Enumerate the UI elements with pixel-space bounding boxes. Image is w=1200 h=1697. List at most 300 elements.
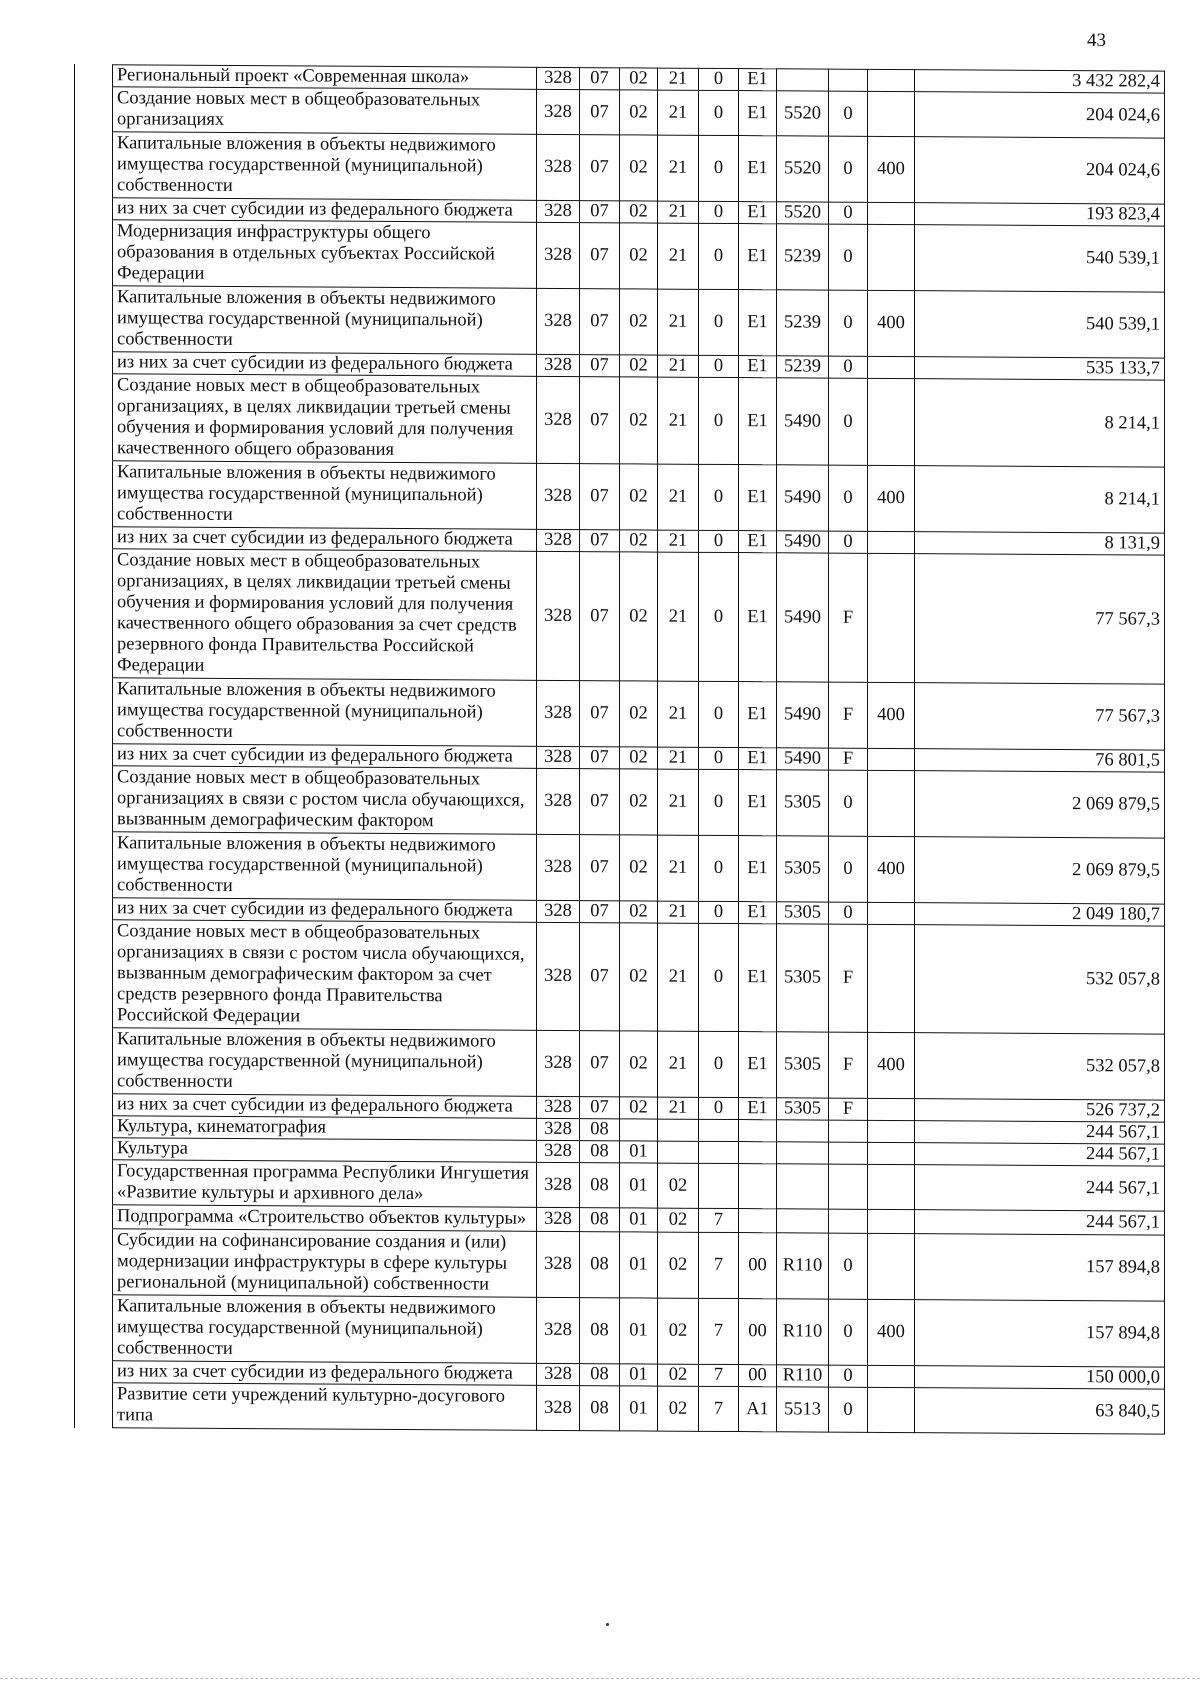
table-row [75, 132, 1165, 205]
code-cell-c8: 0 [829, 531, 868, 553]
code-cell-c5: 7 [699, 1386, 739, 1431]
row-name: Подпрограмма «Строительство объектов культуры» [113, 1205, 537, 1232]
code-cell-c1: 328 [537, 288, 580, 354]
code-cell-c6: E1 [739, 224, 777, 290]
code-cell-c1: 328 [537, 1030, 580, 1096]
row-name: Культура [113, 1138, 537, 1163]
code-cell-c3: 02 [620, 201, 658, 223]
code-cell-c7: 5239 [777, 224, 829, 290]
code-cell-c2: 08 [580, 1163, 620, 1208]
code-cell-c9 [868, 91, 915, 136]
table-row [75, 832, 1165, 905]
row-margin-cell [75, 898, 113, 920]
row-name: Субсидии на софинансирование создания и (или) модернизации инфраструктуры в сфере культуры региональной (муниципальной) собственности [113, 1229, 537, 1298]
code-cell-c1: 328 [537, 900, 580, 922]
code-cell-c6: E1 [739, 924, 777, 1032]
code-cell-c9 [868, 1142, 915, 1164]
row-amount: 540 539,1 [915, 225, 1165, 293]
table-row [75, 920, 1165, 1035]
code-cell-c8: 0 [829, 1387, 868, 1432]
code-cell-c3: 02 [620, 1097, 658, 1119]
code-cell-c7: 5513 [777, 1387, 829, 1432]
code-cell-c5 [699, 1141, 739, 1163]
code-cell-c8 [829, 1209, 868, 1233]
code-cell-c5 [699, 1119, 739, 1141]
table-row [75, 1229, 1165, 1302]
code-cell-c4: 21 [658, 223, 699, 289]
code-cell-c7: 5239 [777, 356, 829, 378]
code-cell-c3: 01 [620, 1163, 658, 1208]
row-margin-cell [75, 832, 113, 898]
code-cell-c2: 07 [580, 923, 620, 1031]
code-cell-c1: 328 [537, 463, 580, 529]
code-cell-c4: 21 [658, 769, 699, 835]
code-cell-c2: 07 [580, 1097, 620, 1119]
code-cell-c6: 00 [739, 1365, 777, 1387]
code-cell-c1: 328 [537, 768, 580, 834]
code-cell-c6: E1 [739, 465, 777, 531]
row-amount: 244 567,1 [915, 1165, 1165, 1212]
code-cell-c2: 07 [580, 769, 620, 835]
code-cell-c6: A1 [739, 1387, 777, 1432]
row-name: из них за счет субсидии из федерального бюджета [113, 1094, 537, 1119]
code-cell-c3: 02 [620, 1031, 658, 1097]
code-cell-c2: 07 [580, 747, 620, 769]
code-cell-c4: 21 [658, 377, 699, 464]
code-cell-c2: 07 [580, 901, 620, 923]
code-cell-c6: E1 [739, 202, 777, 224]
code-cell-c7: R110 [777, 1299, 829, 1365]
scan-dot [606, 1623, 609, 1626]
code-cell-c8: F [829, 1032, 868, 1098]
code-cell-c6: E1 [739, 91, 777, 136]
code-cell-c8: 0 [829, 91, 868, 136]
code-cell-c6 [739, 1120, 777, 1142]
code-cell-c8: 0 [829, 1365, 868, 1387]
code-cell-c8: 0 [829, 378, 868, 465]
code-cell-c8 [829, 1142, 868, 1164]
code-cell-c7: 5305 [777, 770, 829, 836]
code-cell-c3: 02 [620, 552, 658, 681]
code-cell-c7 [777, 1120, 829, 1142]
page-number: 43 [1087, 30, 1106, 51]
code-cell-c4 [658, 1141, 699, 1163]
table-row [75, 461, 1165, 534]
code-cell-c6: E1 [739, 682, 777, 748]
code-cell-c8: 0 [829, 1233, 868, 1299]
code-cell-c6: E1 [739, 1032, 777, 1098]
code-cell-c5: 0 [699, 530, 739, 552]
code-cell-c2: 08 [580, 1386, 620, 1431]
code-cell-c3: 02 [620, 90, 658, 135]
code-cell-c2: 08 [580, 1208, 620, 1232]
code-cell-c7: 5490 [777, 553, 829, 682]
code-cell-c5: 0 [699, 68, 739, 90]
row-margin-cell [75, 461, 113, 527]
code-cell-c7: R110 [777, 1365, 829, 1387]
code-cell-c2: 07 [580, 289, 620, 355]
row-amount: 532 057,8 [915, 1033, 1165, 1101]
code-cell-c4: 21 [658, 90, 699, 135]
row-margin-cell [75, 1383, 113, 1428]
code-cell-c2: 08 [580, 1298, 620, 1364]
row-amount: 244 567,1 [915, 1210, 1165, 1236]
code-cell-c9 [868, 1164, 915, 1209]
row-name: Капитальные вложения в объекты недвижимого имущества государственной (муниципальной) собственности [113, 286, 537, 355]
code-cell-c5: 0 [699, 835, 739, 901]
row-margin-cell [75, 1160, 113, 1205]
code-cell-c1: 328 [537, 200, 580, 222]
code-cell-c4: 21 [658, 464, 699, 530]
code-cell-c9 [868, 1209, 915, 1233]
code-cell-c9: 400 [868, 1032, 915, 1098]
code-cell-c3: 02 [620, 464, 658, 530]
code-cell-c6: E1 [739, 836, 777, 902]
row-name: из них за счет субсидии из федерального бюджета [113, 898, 537, 923]
code-cell-c7: 5305 [777, 836, 829, 902]
code-cell-c7: 5305 [777, 924, 829, 1032]
row-margin-cell [75, 549, 113, 678]
row-amount: 76 801,5 [915, 749, 1165, 773]
code-cell-c2: 07 [580, 201, 620, 223]
code-cell-c6: E1 [739, 748, 777, 770]
code-cell-c5: 7 [699, 1298, 739, 1364]
row-margin-cell [75, 286, 113, 352]
code-cell-c3: 02 [620, 355, 658, 377]
code-cell-c1: 328 [537, 1207, 580, 1231]
code-cell-c5: 7 [699, 1208, 739, 1232]
row-amount: 204 024,6 [915, 92, 1165, 139]
table-row [75, 1295, 1165, 1368]
row-margin-cell [75, 920, 113, 1028]
code-cell-c8: 0 [829, 224, 868, 290]
code-cell-c7: 5490 [777, 378, 829, 465]
row-margin-cell [75, 1138, 113, 1160]
code-cell-c1: 328 [537, 529, 580, 551]
row-amount: 244 567,1 [915, 1121, 1165, 1145]
code-cell-c4: 21 [658, 135, 699, 201]
code-cell-c2: 07 [580, 135, 620, 201]
code-cell-c8 [829, 69, 868, 91]
code-cell-c2: 07 [580, 355, 620, 377]
code-cell-c7: 5490 [777, 531, 829, 553]
code-cell-c6 [739, 1164, 777, 1209]
code-cell-c9: 400 [868, 682, 915, 748]
code-cell-c9 [868, 1233, 915, 1299]
code-cell-c4: 21 [658, 355, 699, 377]
code-cell-c2: 08 [580, 1364, 620, 1386]
code-cell-c1: 328 [537, 834, 580, 900]
row-name: Капитальные вложения в объекты недвижимого имущества государственной (муниципальной) собственности [113, 832, 537, 901]
row-margin-cell [75, 1205, 113, 1229]
code-cell-c6: 00 [739, 1299, 777, 1365]
code-cell-c3: 02 [620, 530, 658, 552]
code-cell-c8: 0 [829, 770, 868, 836]
row-amount: 2 049 180,7 [915, 903, 1165, 927]
code-cell-c8: F [829, 1098, 868, 1120]
row-margin-cell [75, 744, 113, 766]
code-cell-c8 [829, 1120, 868, 1142]
row-margin-cell [75, 1295, 113, 1361]
code-cell-c5: 0 [699, 769, 739, 835]
row-margin-cell [75, 220, 113, 286]
code-cell-c8: 0 [829, 356, 868, 378]
code-cell-c9 [868, 553, 915, 682]
code-cell-c4: 21 [658, 68, 699, 90]
table-row [75, 1028, 1165, 1101]
row-margin-cell [75, 374, 113, 461]
table-row [75, 1160, 1165, 1212]
code-cell-c9 [868, 378, 915, 465]
code-cell-c4: 21 [658, 747, 699, 769]
code-cell-c1: 328 [537, 746, 580, 768]
row-margin-cell [75, 678, 113, 744]
code-cell-c5: 7 [699, 1364, 739, 1386]
code-cell-c9: 400 [868, 136, 915, 202]
code-cell-c8 [829, 1164, 868, 1209]
code-cell-c5: 0 [699, 377, 739, 464]
code-cell-c9 [868, 202, 915, 224]
row-name: Создание новых мест в общеобразовательных организациях в связи с ростом числа обучающихся, вызванным демографическим фактором за счет средств резервного фонда Правительства Российской Федерации [113, 920, 537, 1031]
row-margin-cell [75, 132, 113, 198]
row-name: Капитальные вложения в объекты недвижимого имущества государственной (муниципальной) собственности [113, 461, 537, 530]
row-amount: 157 894,8 [915, 1234, 1165, 1302]
code-cell-c8: 0 [829, 136, 868, 202]
row-name: Создание новых мест в общеобразовательных организациях [113, 87, 537, 135]
code-cell-c6: E1 [739, 553, 777, 682]
code-cell-c9 [868, 1365, 915, 1387]
code-cell-c2: 07 [580, 377, 620, 464]
row-amount: 244 567,1 [915, 1143, 1165, 1167]
code-cell-c5: 0 [699, 355, 739, 377]
code-cell-c3: 02 [620, 901, 658, 923]
code-cell-c6: E1 [739, 770, 777, 836]
row-name: из них за счет субсидии из федерального бюджета [113, 198, 537, 223]
row-amount: 8 131,9 [915, 532, 1165, 556]
code-cell-c3: 02 [620, 289, 658, 355]
code-cell-c3: 02 [620, 747, 658, 769]
scan-edge-line [0, 1678, 1200, 1679]
code-cell-c9 [868, 69, 915, 91]
code-cell-c9 [868, 770, 915, 836]
code-cell-c6: E1 [739, 531, 777, 553]
row-amount: 3 432 282,4 [915, 70, 1165, 94]
row-margin-cell [75, 1229, 113, 1295]
code-cell-c4: 21 [658, 681, 699, 747]
code-cell-c8: 0 [829, 290, 868, 356]
code-cell-c1: 328 [537, 134, 580, 200]
code-cell-c2: 07 [580, 464, 620, 530]
code-cell-c9 [868, 1098, 915, 1120]
row-amount: 77 567,3 [915, 554, 1165, 685]
row-name: Создание новых мест в общеобразовательных организациях, в целях ликвидации третьей смены обучения и формирования условий для получения качественного общего образования [113, 374, 537, 464]
code-cell-c4: 21 [658, 1031, 699, 1097]
code-cell-c4: 21 [658, 923, 699, 1031]
code-cell-c2: 08 [580, 1232, 620, 1298]
code-cell-c9 [868, 748, 915, 770]
code-cell-c1: 328 [537, 1297, 580, 1363]
code-cell-c6: 00 [739, 1233, 777, 1299]
row-amount: 532 057,8 [915, 925, 1165, 1035]
row-amount: 77 567,3 [915, 683, 1165, 751]
row-name: Капитальные вложения в объекты недвижимого имущества государственной (муниципальной) собственности [113, 132, 537, 201]
code-cell-c3: 01 [620, 1386, 658, 1431]
code-cell-c5: 0 [699, 464, 739, 530]
code-cell-c4: 02 [658, 1386, 699, 1431]
code-cell-c4: 02 [658, 1208, 699, 1232]
code-cell-c4 [658, 1119, 699, 1141]
row-name: Региональный проект «Современная школа» [113, 65, 537, 90]
code-cell-c5: 0 [699, 552, 739, 681]
code-cell-c5 [699, 1163, 739, 1208]
code-cell-c2: 07 [580, 68, 620, 90]
code-cell-c4: 21 [658, 201, 699, 223]
code-cell-c2: 08 [580, 1141, 620, 1163]
code-cell-c6: E1 [739, 290, 777, 356]
code-cell-c3: 01 [620, 1208, 658, 1232]
row-amount: 157 894,8 [915, 1300, 1165, 1368]
code-cell-c9 [868, 902, 915, 924]
code-cell-c7: 5490 [777, 682, 829, 748]
row-name: Государственная программа Республики Ингушетия «Развитие культуры и архивного дела» [113, 1160, 537, 1208]
code-cell-c4: 02 [658, 1298, 699, 1364]
code-cell-c6 [739, 1142, 777, 1164]
row-amount: 204 024,6 [915, 137, 1165, 205]
code-cell-c9 [868, 531, 915, 553]
code-cell-c3: 01 [620, 1232, 658, 1298]
table-row [75, 286, 1165, 359]
code-cell-c4: 21 [658, 552, 699, 681]
code-cell-c5: 0 [699, 1031, 739, 1097]
code-cell-c8: 0 [829, 1299, 868, 1365]
row-amount: 63 840,5 [915, 1388, 1165, 1435]
row-name: Создание новых мест в общеобразовательных организациях в связи с ростом числа обучающихся, вызванным демографическим фактором [113, 766, 537, 835]
code-cell-c9 [868, 1387, 915, 1432]
code-cell-c7 [777, 1164, 829, 1209]
code-cell-c7: 5520 [777, 91, 829, 136]
code-cell-c1: 328 [537, 1162, 580, 1207]
code-cell-c9 [868, 1120, 915, 1142]
code-cell-c2: 07 [580, 835, 620, 901]
code-cell-c3: 02 [620, 68, 658, 90]
code-cell-c1: 328 [537, 1231, 580, 1297]
row-name: Капитальные вложения в объекты недвижимого имущества государственной (муниципальной) собственности [113, 1295, 537, 1364]
table-row [75, 220, 1165, 293]
row-margin-cell [75, 1116, 113, 1138]
code-cell-c5: 0 [699, 747, 739, 769]
code-cell-c1: 328 [537, 89, 580, 134]
code-cell-c7: 5239 [777, 290, 829, 356]
code-cell-c2: 08 [580, 1119, 620, 1141]
table-row [75, 678, 1165, 751]
code-cell-c3 [620, 1119, 658, 1141]
code-cell-c4: 02 [658, 1163, 699, 1208]
code-cell-c6: E1 [739, 1098, 777, 1120]
row-amount: 150 000,0 [915, 1366, 1165, 1390]
code-cell-c4: 21 [658, 289, 699, 355]
code-cell-c7: 5520 [777, 136, 829, 202]
code-cell-c6: E1 [739, 136, 777, 202]
row-name: Капитальные вложения в объекты недвижимого имущества государственной (муниципальной) собственности [113, 678, 537, 747]
code-cell-c8: F [829, 748, 868, 770]
code-cell-c9 [868, 224, 915, 290]
row-amount: 8 214,1 [915, 466, 1165, 534]
row-name: из них за счет субсидии из федерального бюджета [113, 1361, 537, 1386]
code-cell-c5: 0 [699, 135, 739, 201]
row-margin-cell [75, 1361, 113, 1383]
code-cell-c8: F [829, 682, 868, 748]
row-name: Капитальные вложения в объекты недвижимого имущества государственной (муниципальной) собственности [113, 1028, 537, 1097]
code-cell-c1: 328 [537, 922, 580, 1030]
row-name: из них за счет субсидии из федерального бюджета [113, 352, 537, 377]
code-cell-c2: 07 [580, 552, 620, 681]
code-cell-c5: 0 [699, 923, 739, 1031]
row-margin-cell [75, 87, 113, 132]
table-row [75, 549, 1165, 685]
code-cell-c8: F [829, 553, 868, 682]
code-cell-c1: 328 [537, 67, 580, 89]
code-cell-c1: 328 [537, 1385, 580, 1430]
code-cell-c2: 07 [580, 1031, 620, 1097]
row-margin-cell [75, 198, 113, 220]
code-cell-c3: 02 [620, 377, 658, 464]
row-margin-cell [75, 1028, 113, 1094]
code-cell-c8: F [829, 924, 868, 1032]
code-cell-c4: 02 [658, 1364, 699, 1386]
code-cell-c4: 21 [658, 530, 699, 552]
row-amount: 2 069 879,5 [915, 837, 1165, 905]
code-cell-c3: 02 [620, 681, 658, 747]
budget-table [74, 64, 1165, 1435]
code-cell-c6: E1 [739, 356, 777, 378]
code-cell-c3: 02 [620, 835, 658, 901]
code-cell-c6: E1 [739, 69, 777, 91]
row-name: из них за счет субсидии из федерального бюджета [113, 527, 537, 552]
row-margin-cell [75, 766, 113, 832]
code-cell-c7: 5490 [777, 748, 829, 770]
code-cell-c7: 5305 [777, 1032, 829, 1098]
code-cell-c4: 21 [658, 835, 699, 901]
row-amount: 193 823,4 [915, 203, 1165, 227]
code-cell-c3: 01 [620, 1141, 658, 1163]
code-cell-c1: 328 [537, 376, 580, 463]
code-cell-c8: 0 [829, 465, 868, 531]
code-cell-c2: 07 [580, 681, 620, 747]
code-cell-c2: 07 [580, 530, 620, 552]
code-cell-c1: 328 [537, 1140, 580, 1162]
code-cell-c4: 02 [658, 1232, 699, 1298]
code-cell-c5: 0 [699, 90, 739, 135]
code-cell-c5: 0 [699, 901, 739, 923]
code-cell-c9 [868, 356, 915, 378]
row-name: из них за счет субсидии из федерального бюджета [113, 744, 537, 769]
row-amount: 540 539,1 [915, 291, 1165, 359]
code-cell-c3: 02 [620, 223, 658, 289]
budget-sheet [74, 64, 1164, 1435]
code-cell-c7: R110 [777, 1233, 829, 1299]
row-amount: 8 214,1 [915, 379, 1165, 468]
code-cell-c9: 400 [868, 290, 915, 356]
code-cell-c9 [868, 924, 915, 1032]
row-margin-cell [75, 527, 113, 549]
row-amount: 2 069 879,5 [915, 771, 1165, 839]
table-row [75, 1383, 1165, 1435]
code-cell-c1: 328 [537, 222, 580, 288]
code-cell-c5: 7 [699, 1232, 739, 1298]
row-margin-cell [75, 65, 113, 87]
code-cell-c7: 5305 [777, 1098, 829, 1120]
code-cell-c8: 0 [829, 836, 868, 902]
